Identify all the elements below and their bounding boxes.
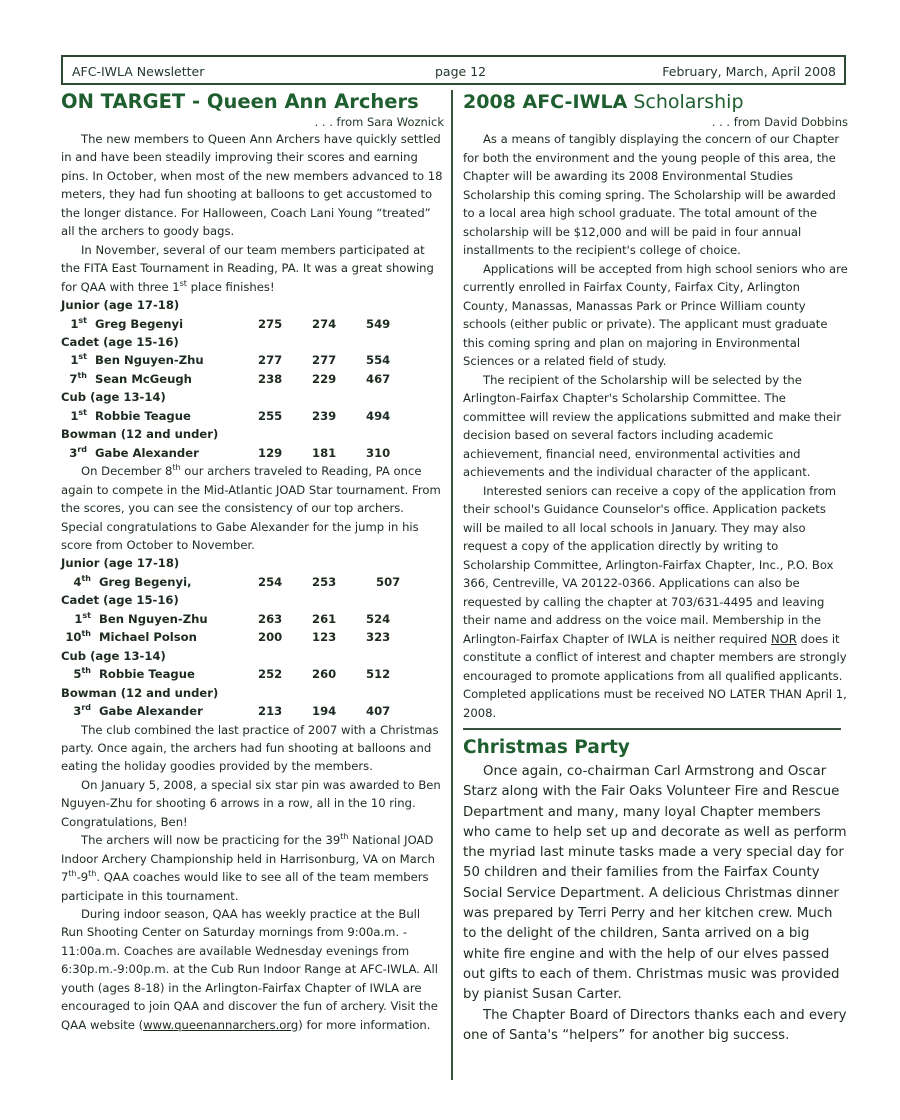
page-header xyxy=(61,55,846,85)
result-row: 3rd Gabe Alexander 129 181 310 xyxy=(69,444,391,460)
section-rule xyxy=(463,728,841,730)
paragraph: Once again, co-chairman Carl Armstrong and Oscar Starz along with the Fair Oaks Volunteer Fire and Rescue Department and many, many loyal Chapter members who came to help set up and decorate as well as perform the myriad last minute tasks made a very special day for 50 children and their families from the Fairfax County Social Service Department. A delicious Christmas dinner was prepared by Terri Perry and her kitchen crew. Much to the delight of the children, Santa arrived on a big white fire engine and with the help of our elves passed out gifts to each of them. Christmas music was provided by pianist Susan Carter. xyxy=(463,764,847,1003)
paragraph: Interested seniors can receive a copy of the application from their school's Guidance Counselor's office. Application packets will be mailed to all local schools in January. They may also request a copy of the application directly by writing to Scholarship Committee, Arlington-Fairfax Chapter, Inc., P.O. Box 366, Centreville, VA 20122-0366. Applications can also be requested by calling the chapter at 703/631-4495 and leaving their name and address on the voice mail. Membership in the Arlington-Fairfax Chapter of IWLA is neither required NOR does it constitute a conflict of interest and chapter members are strongly encouraged to promote applications from all qualified applicants. Completed applications must be received NO LATER THAN April 1, 2008. xyxy=(463,483,847,720)
scholarship-article xyxy=(463,88,848,1046)
paragraph: The archers will now be practicing for the 39th National JOAD Indoor Archery Championship held in Harrisonburg, VA on March 7th-9th. QAA coaches would like to see all of the team members participate in this tournament. xyxy=(61,832,436,903)
paragraph: The recipient of the Scholarship will be selected by the Arlington-Fairfax Chapter's Scholarship Committee. The committee will review the applications submitted and make their decision based on several factors including academic achievement, financial need, environmental activities and achievements and the individual character of the applicant. xyxy=(463,372,842,479)
category-label: Cadet (age 15-16) xyxy=(61,334,179,349)
result-row: 1st Ben Nguyen-Zhu 277 277 554 xyxy=(70,352,391,368)
paragraph: In November, several of our team members participated at the FITA East Tournament in Reading, PA. It was a great showing for QAA with three 1st place finishes! xyxy=(61,242,434,294)
qaa-website-link[interactable]: www.queenannarchers.org xyxy=(143,1017,299,1032)
column-divider xyxy=(451,90,453,1080)
result-row: 1st Ben Nguyen-Zhu 263 261 524 xyxy=(74,610,391,626)
paragraph: As a means of tangibly displaying the concern of our Chapter for both the environment and the young people of this area, the Chapter will be awarding its 2008 Environmental Studies Scholarship this coming spring. The Scholarship will be awarded to a local area high school graduate. The total amount of the scholarship will be $12,000 and will be paid in four annual installments to the recipient's college of choice. xyxy=(463,132,840,257)
paragraph: On December 8th our archers traveled to Reading, PA once again to compete in the Mid-Atlantic JOAD Star tournament. From the scores, you can see the consistency of our top archers. Special congratulations to Gabe Alexander for the jump in his score from October to November. xyxy=(61,463,441,552)
result-row: 3rd Gabe Alexander 213 194 407 xyxy=(73,703,391,719)
issue-date: February, March, April 2008 xyxy=(662,64,836,79)
paragraph: The club combined the last practice of 2007 with a Christmas party. Once again, the archers had fun shooting at balloons and eating the holiday goodies provided by the members. xyxy=(61,722,439,774)
page-number: page 12 xyxy=(435,64,487,79)
article-byline: . . . from Sara Woznick xyxy=(314,115,444,129)
result-row: 4th Greg Begenyi, 254 253 507 xyxy=(73,574,401,589)
result-row: 7th Sean McGeugh 238 229 467 xyxy=(69,371,391,386)
category-label: Bowman (12 and under) xyxy=(61,427,219,442)
christmas-party-article xyxy=(463,734,848,1046)
results-table-joad xyxy=(61,554,444,720)
category-label: Junior (age 17-18) xyxy=(61,298,180,313)
paragraph: The new members to Queen Ann Archers have quickly settled in and have been steadily improving their scores and earning pins. In October, when most of the new members advanced to 18 meters, they had fun shooting at balloons to get accustomed to the longer distance. For Halloween, Coach Lani Young “treated” all the archers to goody bags. xyxy=(61,132,443,239)
result-row: 10th Michael Polson 200 123 323 xyxy=(65,629,391,645)
paragraph: The Chapter Board of Directors thanks each and every one of Santa's “helpers” for another big success. xyxy=(463,1007,847,1043)
category-label: Cadet (age 15-16) xyxy=(61,593,179,608)
results-table-fita xyxy=(61,296,444,462)
paragraph: During indoor season, QAA has weekly practice at the Bull Run Shooting Center on Saturday mornings from 9:00a.m. - 11:00a.m. Coaches are available Wednesday evenings from 6:30p.m.-9:00p.m. at the Cub Run Indoor Range at AFC-IWLA. All youth (ages 8-18) in the Arlington-Fairfax Chapter of IWLA are encouraged to join QAA and discover the fun of archery. Visit the QAA website (www.queenannarchers.org) for more information. xyxy=(61,907,438,1032)
result-row: 1st Greg Begenyi 275 274 549 xyxy=(70,315,391,331)
paragraph: Applications will be accepted from high school seniors who are currently enrolled in Fairfax County, Fairfax City, Arlington County, Manassas, Manassas Park or Prince William county schools (either public or private). The applicant must graduate this coming spring and plan on majoring in Environmental Sciences or a related field of study. xyxy=(463,261,848,368)
category-label: Bowman (12 and under) xyxy=(61,685,219,700)
article-title: ON TARGET - Queen Ann Archers xyxy=(61,90,419,113)
result-row: 1st Robbie Teague 255 239 494 xyxy=(70,407,391,423)
paragraph: On January 5, 2008, a special six star pin was awarded to Ben Nguyen-Zhu for shooting 6 arrows in a row, all in the 10 ring. Congratulations, Ben! xyxy=(61,777,441,829)
result-row: 5th Robbie Teague 252 260 512 xyxy=(73,666,391,682)
article-byline: . . . from David Dobbins xyxy=(711,115,848,129)
category-label: Cub (age 13-14) xyxy=(61,648,166,663)
section-title: Christmas Party xyxy=(463,737,630,758)
article-title: 2008 AFC-IWLA Scholarship xyxy=(463,91,744,113)
category-label: Cub (age 13-14) xyxy=(61,390,166,405)
category-label: Junior (age 17-18) xyxy=(61,556,180,571)
newsletter-name: AFC-IWLA Newsletter xyxy=(72,64,205,79)
archers-article xyxy=(61,88,444,1034)
